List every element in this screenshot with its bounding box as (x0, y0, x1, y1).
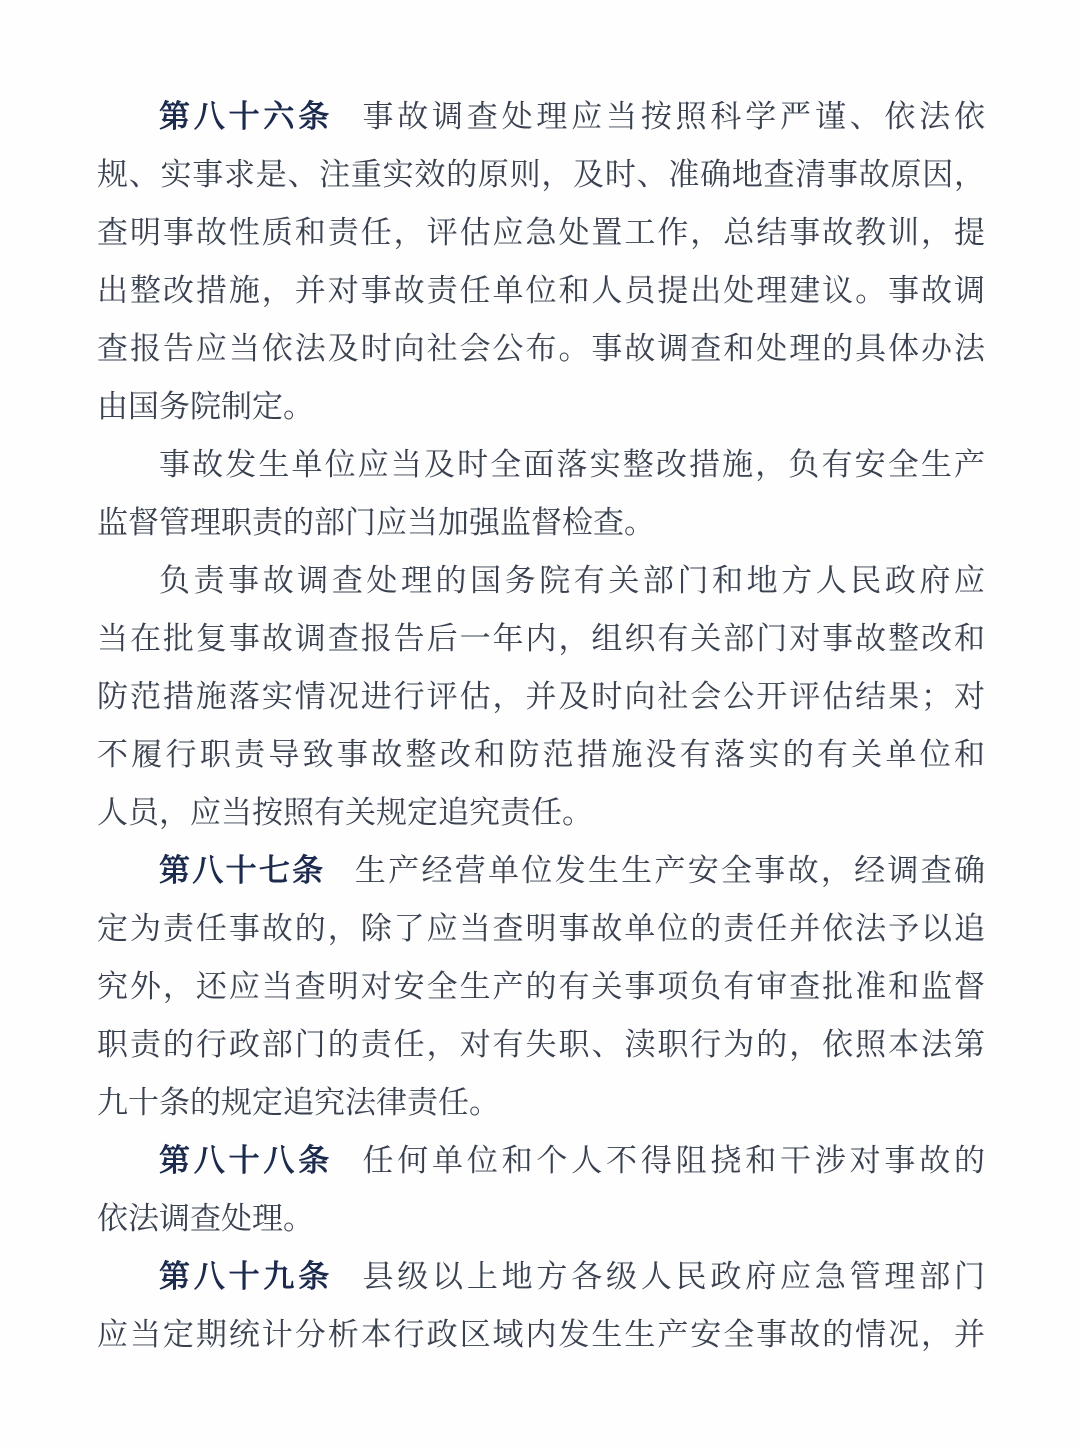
text-line: 事故发生单位应当及时全面落实整改措施，负有安全生产 (159, 447, 985, 482)
text-line (97, 1248, 985, 1306)
article-number: 第八十六条 (159, 99, 333, 134)
text-line: 负责事故调查处理的国务院有关部门和地方人民政府应 (159, 563, 985, 598)
text-line: 职责的行政部门的责任，对有失职、渎职行为的，依照本法第 (97, 1027, 985, 1062)
text-line: 查明事故性质和责任，评估应急处置工作，总结事故教训，提 (97, 215, 985, 250)
line-text: 县级以上地方各级人民政府应急管理部门 (362, 1259, 986, 1294)
paragraph (97, 436, 985, 552)
text-line: 九十条的规定追究法律责任。 (97, 1085, 500, 1120)
text-line: 应当定期统计分析本行政区域内发生生产安全事故的情况，并 (97, 1317, 985, 1352)
text-line: 查报告应当依法及时向社会公布。事故调查和处理的具体办法 (97, 331, 985, 366)
text-line: 规、实事求是、注重实效的原则，及时、准确地查清事故原因， (97, 157, 985, 192)
text-line: 监督管理职责的部门应当加强监督检查。 (97, 505, 655, 540)
text-line (97, 1132, 985, 1190)
text-line: 依法调查处理。 (97, 1201, 314, 1236)
text-line: 人员，应当按照有关规定追究责任。 (97, 795, 593, 830)
line-text: 生产经营单位发生生产安全事故，经调查确 (354, 853, 986, 888)
paragraph (97, 88, 985, 436)
article-number: 第八十八条 (159, 1143, 333, 1178)
text-line: 由国务院制定。 (97, 389, 314, 424)
text-line (97, 88, 985, 146)
legal-text-block (97, 88, 985, 1364)
text-line: 定为责任事故的，除了应当查明事故单位的责任并依法予以追 (97, 911, 985, 946)
text-line: 出整改措施，并对事故责任单位和人员提出处理建议。事故调 (97, 273, 985, 308)
paragraph (97, 552, 985, 842)
text-line: 防范措施落实情况进行评估，并及时向社会公开评估结果；对 (97, 679, 985, 714)
text-line: 究外，还应当查明对安全生产的有关事项负有审查批准和监督 (97, 969, 985, 1004)
line-text: 任何单位和个人不得阻挠和干涉对事故的 (362, 1143, 986, 1178)
article-number: 第八十九条 (159, 1259, 333, 1294)
text-line: 当在批复事故调查报告后一年内，组织有关部门对事故整改和 (97, 621, 985, 656)
paragraph (97, 1132, 985, 1248)
paragraph (97, 1248, 985, 1364)
text-line: 不履行职责导致事故整改和防范措施没有落实的有关单位和 (97, 737, 985, 772)
text-line (97, 842, 985, 900)
paragraph (97, 842, 985, 1132)
line-text: 事故调查处理应当按照科学严谨、依法依 (362, 99, 986, 134)
article-number: 第八十七条 (159, 853, 326, 888)
